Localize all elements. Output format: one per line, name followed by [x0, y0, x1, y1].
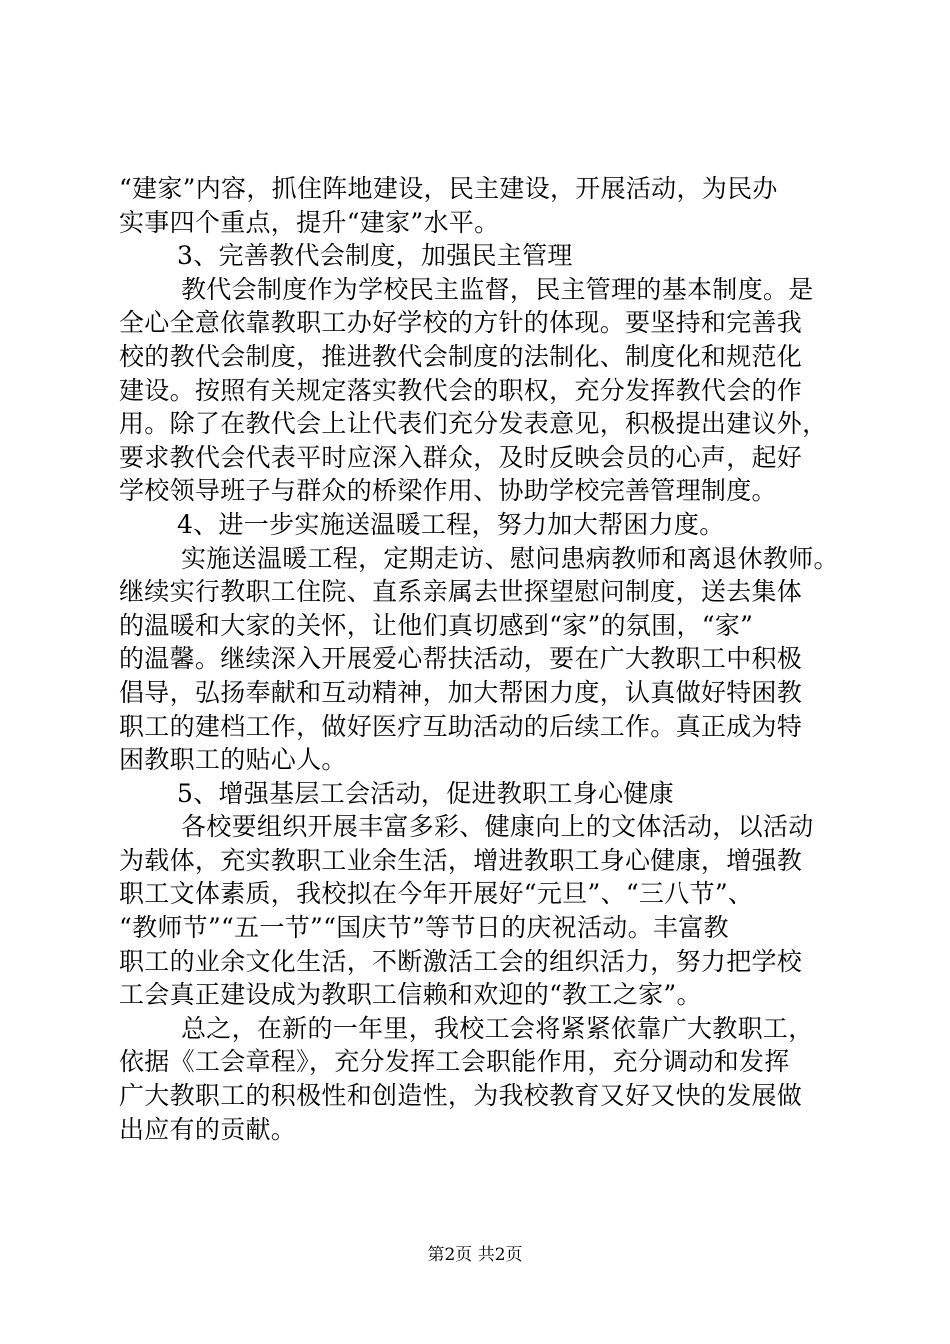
paragraph-start-line: 教代会制度作为学校民主监督，民主管理的基本制度。是 — [181, 274, 814, 304]
section-heading: 4、进一步实施送温暖工程，努力加大帮困力度。 — [177, 509, 725, 539]
body-line: 依据《工会章程》，充分发挥工会职能作用，充分调动和发挥 — [119, 1047, 790, 1077]
body-line: “教师节”“五一节”“国庆节”等节日的庆祝活动。丰富教 — [119, 913, 729, 943]
paragraph-start-line: 各校要组织开展丰富多彩、健康向上的文体活动，以活动 — [181, 812, 814, 842]
body-line: 要求教代会代表平时应深入群众，及时反映会员的心声，起好 — [119, 442, 803, 472]
body-line: 工会真正建设成为教职工信赖和欢迎的“教工之家”。 — [119, 980, 702, 1010]
body-line: 职工的建档工作，做好医疗互助活动的后续工作。真正成为特 — [119, 711, 803, 741]
paragraph-start-line: 实施送温暖工程，定期走访、慰问患病教师和离退休教师。 — [181, 543, 839, 573]
body-line: 实事四个重点，提升“建家”水平。 — [119, 207, 500, 237]
body-line: “建家”内容，抓住阵地建设，民主建设，开展活动，为民办 — [119, 174, 778, 203]
paragraph-start-line: 总之，在新的一年里，我校工会将紧紧依靠广大教职工， — [181, 1013, 814, 1043]
body-line: 的温馨。继续深入开展爱心帮扶活动，要在广大教职工中积极 — [119, 644, 803, 674]
body-line: 继续实行教职工住院、直系亲属去世探望慰问制度，送去集体 — [119, 577, 803, 607]
body-line: 的温暖和大家的关怀，让他们真切感到“家”的氛围，“家” — [119, 610, 754, 640]
page-number-footer: 第2页 共2页 — [427, 1245, 523, 1265]
body-line: 全心全意依靠教职工办好学校的方针的体现。要坚持和完善我 — [119, 308, 803, 338]
section-heading: 3、完善教代会制度，加强民主管理 — [177, 241, 573, 271]
body-line: 职工文体素质，我校拟在今年开展好“元旦”、“三八节”、 — [119, 879, 754, 909]
body-line: 用。除了在教代会上让代表们充分发表意见，积极提出建议外， — [119, 409, 828, 439]
document-body — [119, 172, 841, 1146]
body-line: 职工的业余文化生活，不断激活工会的组织活力，努力把学校 — [119, 946, 803, 976]
body-line: 校的教代会制度，推进教代会制度的法制化、制度化和规范化 — [119, 341, 803, 371]
body-line: 为载体，充实教职工业余生活，增进教职工身心健康，增强教 — [119, 845, 803, 875]
body-line: 建设。按照有关规定落实教代会的职权，充分发挥教代会的作 — [119, 375, 803, 405]
body-line: 广大教职工的积极性和创造性，为我校教育又好又快的发展做 — [119, 1081, 803, 1111]
body-line: 倡导，弘扬奉献和互动精神，加大帮困力度，认真做好特困教 — [119, 677, 803, 707]
body-line: 学校领导班子与群众的桥梁作用、协助学校完善管理制度。 — [119, 476, 777, 506]
body-line: 困教职工的贴心人。 — [119, 745, 347, 775]
body-line: 出应有的贡献。 — [119, 1114, 297, 1144]
section-heading: 5、增强基层工会活动，促进教职工身心健康 — [177, 778, 674, 808]
